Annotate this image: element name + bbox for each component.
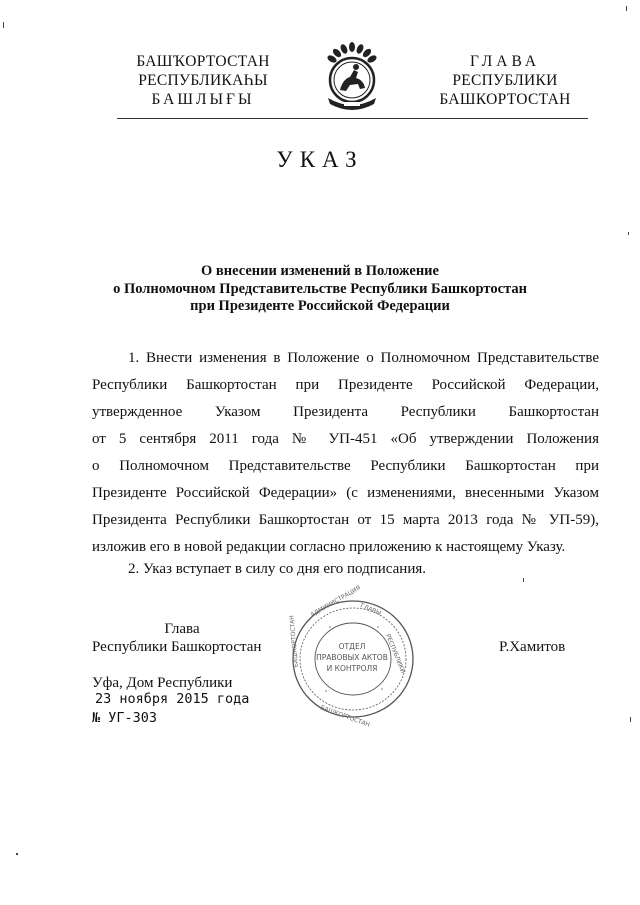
decree-date: 23 ноября 2015 года (95, 691, 250, 707)
document-type-title: УКАЗ (276, 147, 364, 172)
header-left-block (118, 52, 288, 109)
scan-speck (16, 853, 18, 855)
svg-text:АДМИНИСТРАЦИЯ: АДМИНИСТРАЦИЯ (309, 584, 362, 619)
subject-line-1: О внесении изменений в Положение (201, 263, 439, 279)
paragraph-1-line: Президенте Российской Федерации» (с изменениями, внесенными Указом (92, 485, 599, 501)
paragraph-1-line: Республики Башкортостан при Президенте Российской Федерации, (92, 377, 599, 393)
header-divider (117, 118, 588, 119)
header-right-line-1: ГЛАВА (469, 53, 541, 70)
decree-subject (60, 263, 580, 316)
signatory-position-line-2: Республики Башкортостан (92, 639, 262, 655)
signatory-name: Р.Хамитов (499, 639, 566, 655)
svg-text:БАШКОРТОСТАН: БАШКОРТОСТАН (288, 614, 300, 668)
subject-line-2: о Полномочном Представительстве Республики Башкортостан (113, 280, 527, 297)
header-right-block (420, 52, 590, 109)
paragraph-1-line: изложив его в новой редакции согласно приложению к настоящему Указу. (92, 539, 566, 555)
header-right-line-3: БАШКОРТОСТАН (439, 91, 571, 108)
decree-number: № УГ-303 (92, 710, 158, 726)
coat-of-arms-emblem (320, 42, 384, 110)
scan-speck (523, 578, 524, 582)
svg-text:БАШКОРТОСТАН: БАШКОРТОСТАН (319, 704, 371, 729)
scan-speck (3, 22, 4, 28)
svg-text:РЕСПУБЛИКИ: РЕСПУБЛИКИ (384, 633, 407, 675)
header-right-line-2: РЕСПУБЛИКИ (452, 72, 558, 89)
scan-speck (626, 6, 627, 11)
place-of-signing: Уфа, Дом Республики (92, 675, 233, 691)
stamp-inner-line-2: ПРАВОВЫХ АКТОВ (316, 653, 388, 662)
official-stamp (288, 584, 420, 729)
subject-line-3: при Президенте Российской Федерации (190, 298, 450, 314)
scan-speck (628, 232, 629, 235)
scan-speck (630, 717, 631, 722)
paragraph-1-line: утвержденное Указом Президента Республики Башкортостан (92, 404, 599, 420)
paragraph-1-line: о Полномочном Представительстве Республики Башкортостан при (92, 458, 599, 474)
paragraph-1-line: от 5 сентября 2011 года № УП-451 «Об утверждении Положения (92, 431, 599, 447)
signatory-position-line-1: Глава (164, 621, 200, 637)
stamp-inner-line-1: ОТДЕЛ (338, 642, 366, 651)
paragraph-2: 2. Указ вступает в силу со дня его подписания. (128, 561, 426, 577)
paragraph-1-line: Президента Республики Башкортостан от 15 марта 2013 года № УП-59), (92, 512, 599, 528)
header-left-line-1: БАШҠОРТОСТАН (136, 53, 270, 70)
paragraph-1-line: 1. Внести изменения в Положение о Полномочном Представительстве (128, 350, 599, 366)
header-left-line-3: БАШЛЫҒЫ (151, 91, 255, 108)
paragraph-1 (92, 345, 599, 561)
header-left-line-2: РЕСПУБЛИКАҺЫ (138, 72, 268, 89)
svg-text:ГЛАВЫ: ГЛАВЫ (359, 602, 382, 617)
signatory-position (92, 620, 262, 656)
stamp-inner-line-3: И КОНТРОЛЯ (326, 664, 378, 673)
